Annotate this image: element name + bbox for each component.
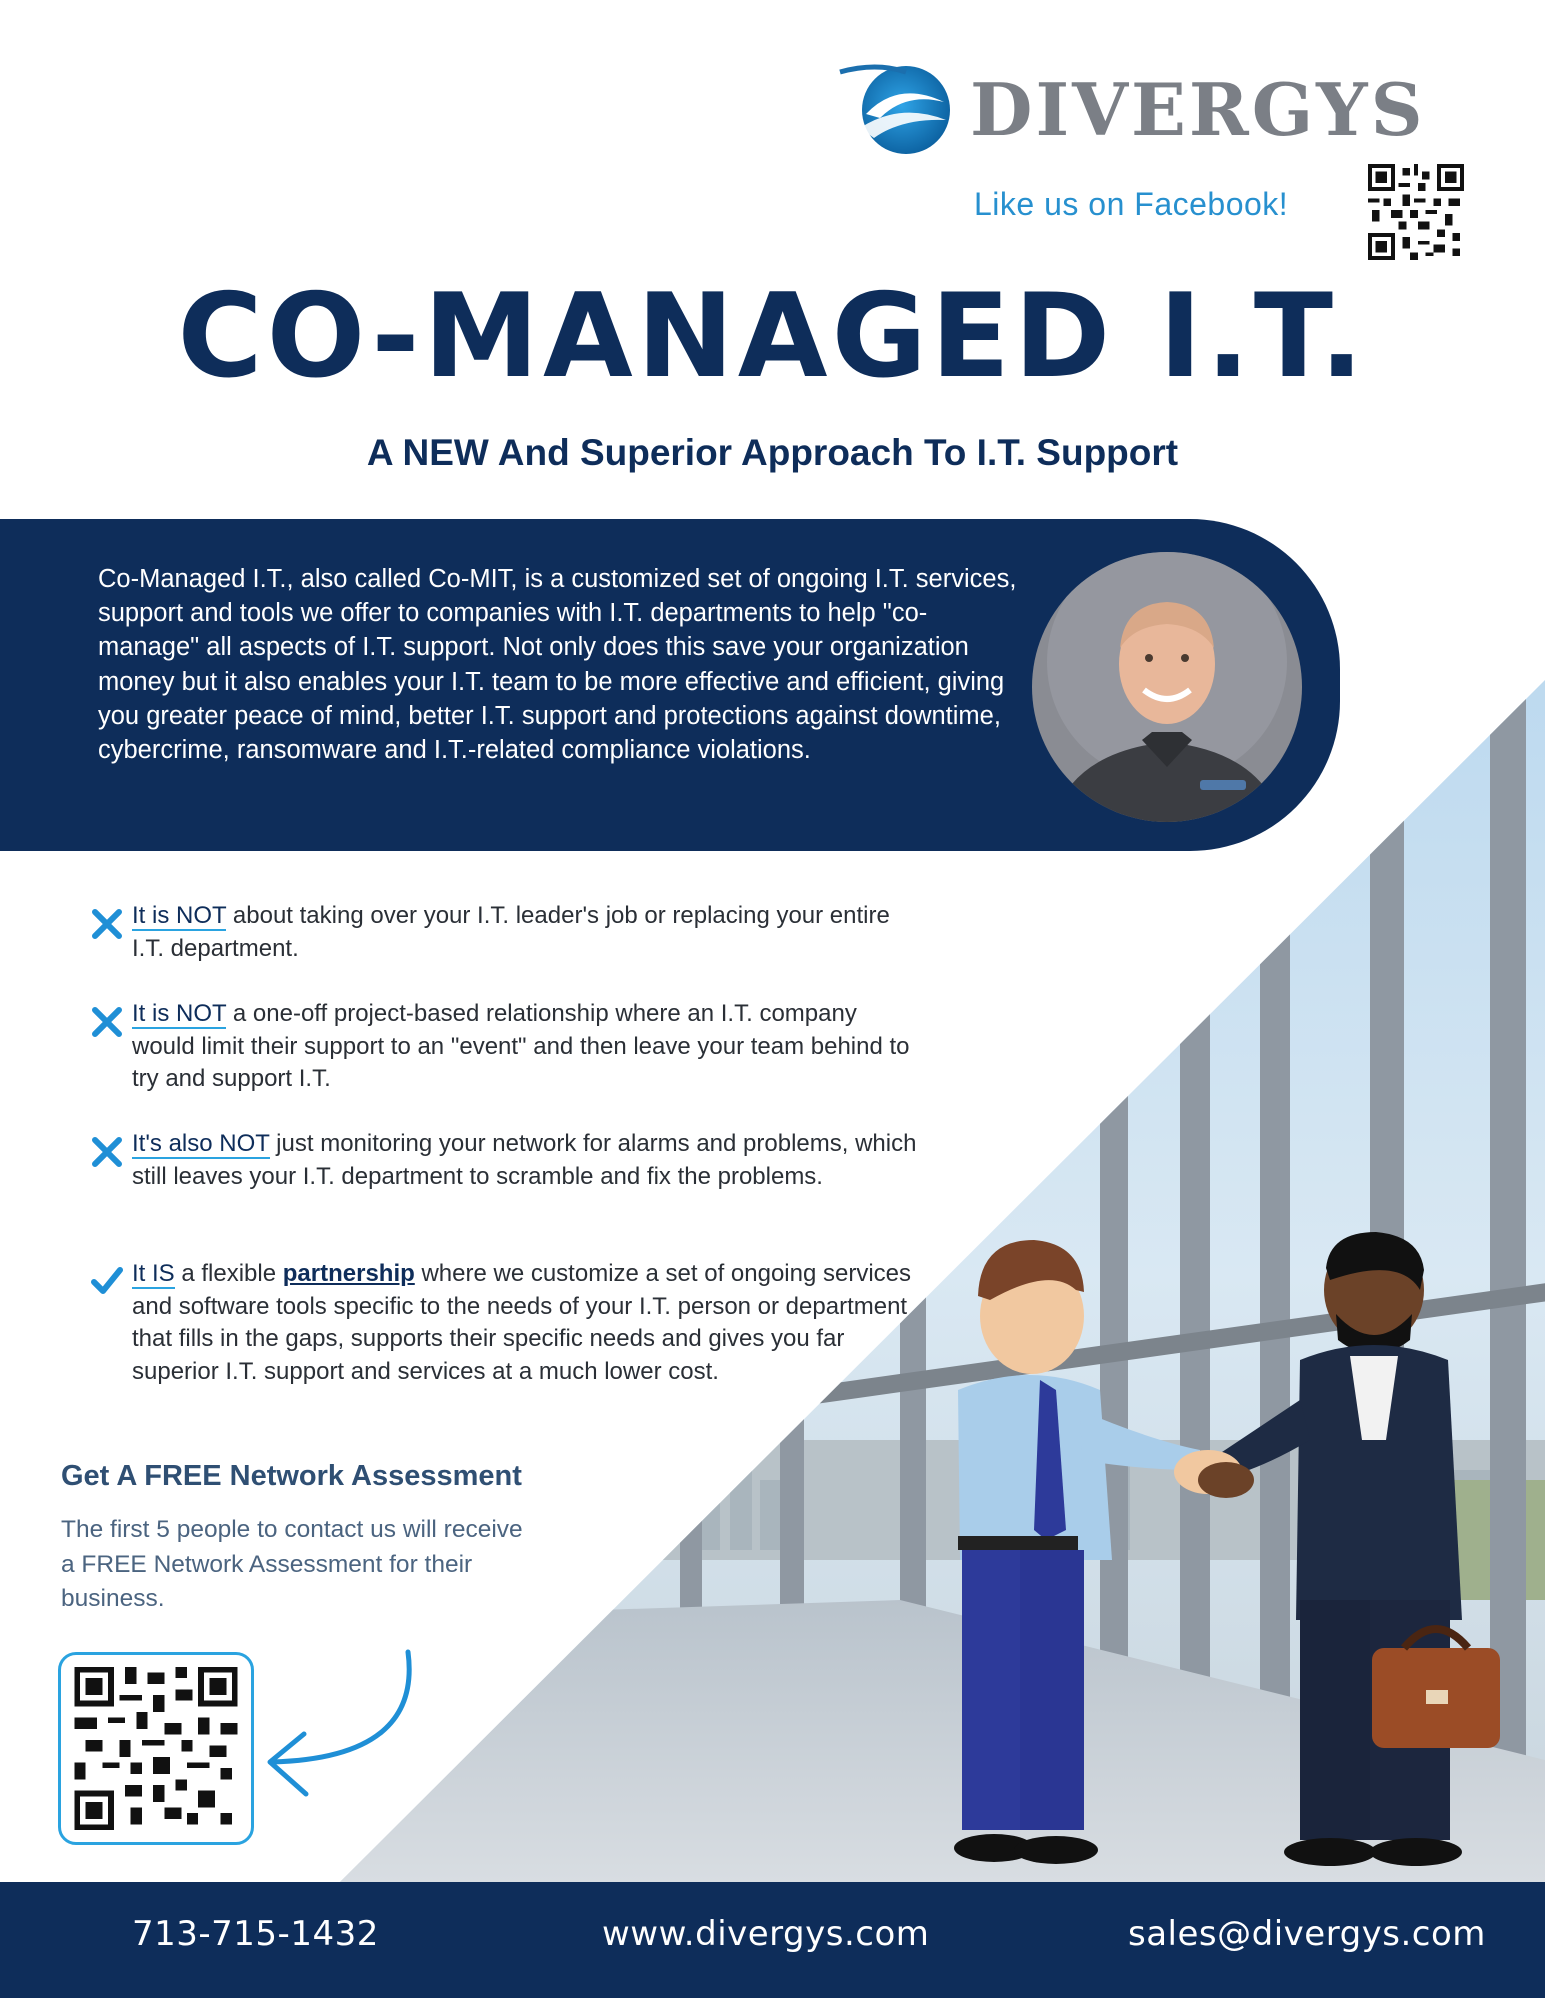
facebook-qr-code[interactable] (1368, 164, 1464, 260)
assessment-qr-code[interactable] (58, 1652, 254, 1845)
divergys-logo[interactable] (836, 62, 1476, 158)
bullet-item (90, 900, 920, 998)
assessment-body: The first 5 people to contact us will receive a FREE Network Assessment for their business. (61, 1516, 523, 1612)
bullet-item (90, 1258, 920, 1388)
bullet-text: where we customize a set of ongoing services and software tools specific to the needs of your I.T. person or department that fills in the gaps, supports their specific needs and gives you far superior I.T. support and services at a much lower cost. (132, 1260, 912, 1385)
qr-code-icon (73, 1667, 239, 1830)
bullet-text: a one-off project-based relationship where an I.T. company would limit their support to an "event" and then leave your team behind to try and support I.T. (132, 1000, 910, 1092)
facebook-cta[interactable]: Like us on Facebook! (974, 186, 1289, 222)
page-subtitle: A NEW And Superior Approach To I.T. Support (366, 432, 1179, 473)
email-link[interactable]: sales@divergys.com (1128, 1914, 1486, 1954)
assessment-title: Get A FREE Network Assessment (61, 1460, 522, 1492)
contact-footer (0, 1882, 1545, 1998)
bullet-text: a flexible (174, 1260, 283, 1287)
bullet-text: about taking over your I.T. leader's job or replacing your entire I.T. department. (132, 902, 890, 962)
service-bullet-list (90, 900, 920, 1388)
bullet-lead: It IS (132, 1260, 175, 1287)
x-icon (90, 906, 124, 940)
x-icon (90, 1004, 124, 1038)
team-member-portrait (1032, 552, 1302, 822)
brand-wordmark: DIVERGYS (970, 67, 1426, 152)
swirl-logo-icon (836, 62, 956, 158)
partnership-emphasis: partnership (282, 1260, 415, 1287)
portrait-photo (1032, 552, 1302, 822)
bullet-text: just monitoring your network for alarms and problems, which still leaves your I.T. department to scramble and fix the problems. (132, 1130, 917, 1190)
page-title: CO-MANAGED I.T. (177, 269, 1368, 404)
intro-paragraph: Co-Managed I.T., also called Co-MIT, is a customized set of ongoing I.T. services, support and tools we offer to companies with I.T. departments to help "co-manage" all aspects of I.T. support. Not only does this save your organization money but it also enables your I.T. team to be more effective and efficient, giving you greater peace of mind, better I.T. support and protections against downtime, cybercrime, ransomware and I.T.-related compliance violations. (98, 565, 1017, 765)
check-icon (90, 1264, 124, 1298)
x-icon (90, 1134, 124, 1168)
curved-arrow-icon (258, 1648, 418, 1814)
bullet-lead: It is NOT (132, 1000, 227, 1027)
bullet-lead: It's also NOT (132, 1130, 270, 1157)
website-link[interactable]: www.divergys.com (602, 1914, 930, 1954)
bullet-lead: It is NOT (132, 902, 227, 929)
bullet-item (90, 998, 920, 1128)
bullet-item (90, 1128, 920, 1258)
phone-number[interactable]: 713-715-1432 (132, 1914, 379, 1954)
